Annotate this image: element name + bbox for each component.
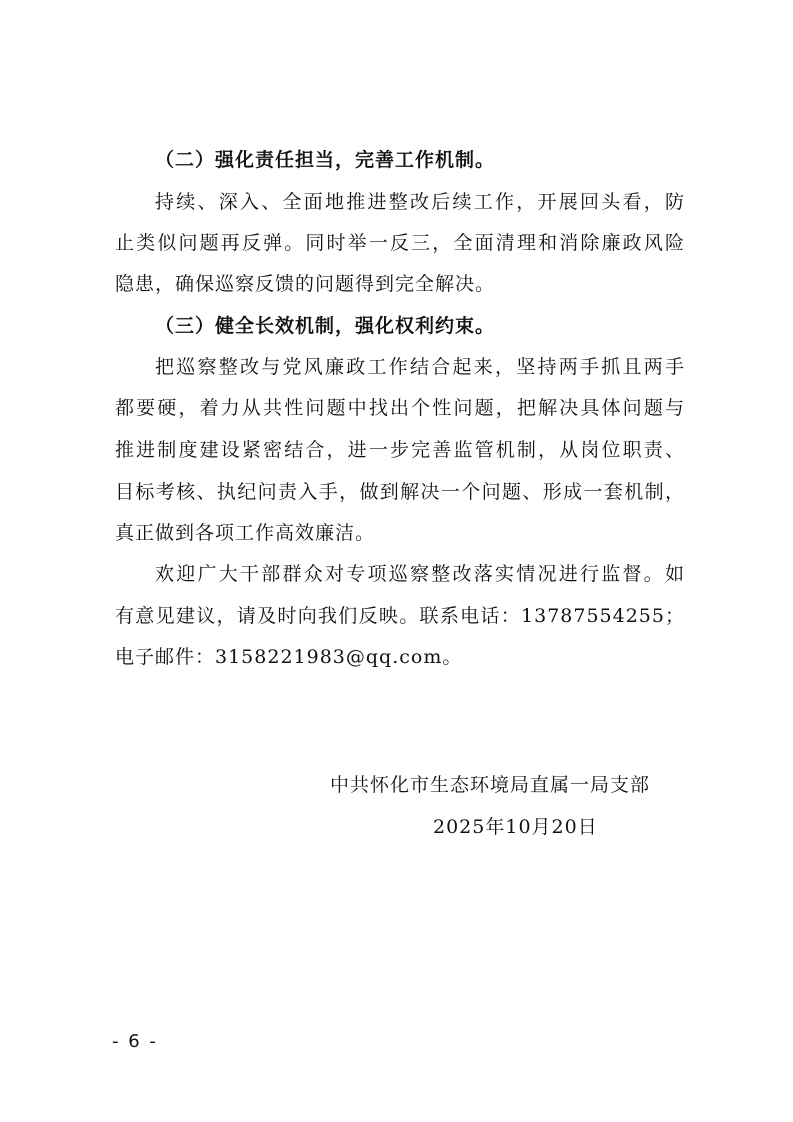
section3-line-1: 把巡察整改与党风廉政工作结合起来，坚持两手抓且两手 xyxy=(155,356,685,378)
section2-line-3: 隐患，确保巡察反馈的问题得到完全解决。 xyxy=(115,273,496,295)
section3-line-5: 真正做到各项工作高效廉洁。 xyxy=(115,522,376,544)
signature-date: 2025年10月20日 xyxy=(433,816,598,838)
section3-line-3: 推进制度建设紧密结合，进一步完善监管机制，从岗位职责、 xyxy=(115,439,685,461)
contact-line-3: 电子邮件：3158221983@qq.com。 xyxy=(115,646,463,668)
section3-line-4: 目标考核、执纪问责入手，做到解决一个问题、形成一套机制， xyxy=(115,481,685,503)
section2-line-2: 止类似问题再反弹。同时举一反三，全面清理和消除廉政风险 xyxy=(115,232,685,254)
section3-line-2: 都要硬，着力从共性问题中找出个性问题，把解决具体问题与 xyxy=(115,397,685,419)
contact-line-1: 欢迎广大干部群众对专项巡察整改落实情况进行监督。如 xyxy=(155,563,685,585)
contact-line-2: 有意见建议，请及时向我们反映。联系电话：13787554255； xyxy=(115,605,685,627)
signature-org: 中共怀化市生态环境局直属一局支部 xyxy=(330,774,651,796)
section2-heading: （二）强化责任担当，完善工作机制。 xyxy=(155,149,496,171)
section3-heading: （三）健全长效机制，强化权利约束。 xyxy=(155,315,496,337)
page-number: - 6 - xyxy=(112,1031,158,1052)
section2-line-1: 持续、深入、全面地推进整改后续工作，开展回头看，防 xyxy=(155,191,685,213)
